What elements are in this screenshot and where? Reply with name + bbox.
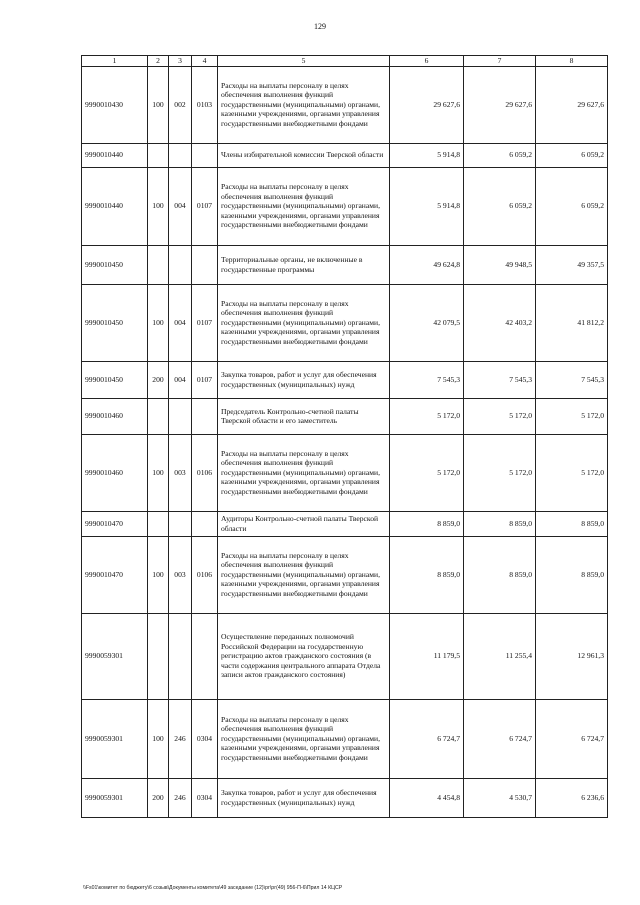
- code-cell: 9990010460: [82, 434, 148, 511]
- value-cell-2: 5 172,0: [464, 398, 536, 434]
- code-cell: 9990059301: [82, 699, 148, 778]
- vr-cell: 200: [148, 361, 169, 398]
- column-header-1: 1: [82, 56, 148, 67]
- gr-cell: 246: [169, 778, 192, 817]
- vr-cell: 100: [148, 167, 169, 245]
- value-cell-1: 7 545,3: [390, 361, 464, 398]
- value-cell-2: 49 948,5: [464, 245, 536, 284]
- value-cell-2: 4 530,7: [464, 778, 536, 817]
- gr-cell: [169, 245, 192, 284]
- code-cell: 9990010450: [82, 245, 148, 284]
- rz-cell: 0304: [192, 778, 218, 817]
- rz-cell: 0107: [192, 167, 218, 245]
- rz-cell: 0304: [192, 699, 218, 778]
- value-cell-2: 7 545,3: [464, 361, 536, 398]
- name-cell: Расходы на выплаты персоналу в целях обеспечения выполнения функций государственными (муниципальными) органами, казенными учреждениями, органами управления государственными внебюджетными фондами: [218, 536, 390, 613]
- gr-cell: 004: [169, 284, 192, 361]
- value-cell-1: 5 914,8: [390, 143, 464, 167]
- value-cell-3: 5 172,0: [536, 434, 608, 511]
- code-cell: 9990010440: [82, 167, 148, 245]
- column-header-8: 8: [536, 56, 608, 67]
- value-cell-2: 6 059,2: [464, 167, 536, 245]
- value-cell-3: 6 236,6: [536, 778, 608, 817]
- code-cell: 9990010460: [82, 398, 148, 434]
- column-header-4: 4: [192, 56, 218, 67]
- budget-table: [81, 55, 608, 818]
- value-cell-1: 5 172,0: [390, 434, 464, 511]
- value-cell-3: 29 627,6: [536, 66, 608, 143]
- gr-cell: [169, 511, 192, 536]
- column-header-3: 3: [169, 56, 192, 67]
- code-cell: 9990010470: [82, 511, 148, 536]
- table-row: [82, 398, 608, 434]
- vr-cell: 100: [148, 434, 169, 511]
- value-cell-2: 8 859,0: [464, 511, 536, 536]
- code-cell: 9990059301: [82, 778, 148, 817]
- code-cell: 9990010450: [82, 361, 148, 398]
- name-cell: Расходы на выплаты персоналу в целях обеспечения выполнения функций государственными (муниципальными) органами, казенными учреждениями, органами управления государственными внебюджетными фондами: [218, 284, 390, 361]
- value-cell-1: 8 859,0: [390, 536, 464, 613]
- value-cell-2: 8 859,0: [464, 536, 536, 613]
- gr-cell: 246: [169, 699, 192, 778]
- name-cell: Расходы на выплаты персоналу в целях обеспечения выполнения функций государственными (муниципальными) органами, казенными учреждениями, органами управления государственными внебюджетными фондами: [218, 699, 390, 778]
- name-cell: Осуществление переданных полномочий Российской Федерации на государственную регистрацию актов гражданского состояния (в части содержания центрального аппарата Отдела записи актов гражданского состояния): [218, 613, 390, 699]
- value-cell-3: 8 859,0: [536, 511, 608, 536]
- rz-cell: 0103: [192, 66, 218, 143]
- value-cell-1: 4 454,8: [390, 778, 464, 817]
- gr-cell: [169, 143, 192, 167]
- vr-cell: [148, 245, 169, 284]
- value-cell-2: 29 627,6: [464, 66, 536, 143]
- rz-cell: [192, 398, 218, 434]
- value-cell-1: 29 627,6: [390, 66, 464, 143]
- vr-cell: 100: [148, 536, 169, 613]
- value-cell-1: 5 172,0: [390, 398, 464, 434]
- value-cell-1: 11 179,5: [390, 613, 464, 699]
- value-cell-2: 42 403,2: [464, 284, 536, 361]
- name-cell: Расходы на выплаты персоналу в целях обеспечения выполнения функций государственными (муниципальными) органами, казенными учреждениями, органами управления государственными внебюджетными фондами: [218, 167, 390, 245]
- name-cell: Территориальные органы, не включенные в государственные программы: [218, 245, 390, 284]
- header-row: [82, 56, 608, 67]
- name-cell: Члены избирательной комиссии Тверской области: [218, 143, 390, 167]
- value-cell-3: 6 059,2: [536, 143, 608, 167]
- value-cell-3: 7 545,3: [536, 361, 608, 398]
- table-row: [82, 245, 608, 284]
- gr-cell: 002: [169, 66, 192, 143]
- rz-cell: [192, 511, 218, 536]
- table-row: [82, 66, 608, 143]
- value-cell-2: 5 172,0: [464, 434, 536, 511]
- vr-cell: 200: [148, 778, 169, 817]
- value-cell-3: 41 812,2: [536, 284, 608, 361]
- name-cell: Расходы на выплаты персоналу в целях обеспечения выполнения функций государственными (муниципальными) органами, казенными учреждениями, органами управления государственными внебюджетными фондами: [218, 434, 390, 511]
- code-cell: 9990010430: [82, 66, 148, 143]
- table-row: [82, 778, 608, 817]
- value-cell-3: 6 724,7: [536, 699, 608, 778]
- value-cell-2: 6 724,7: [464, 699, 536, 778]
- value-cell-2: 6 059,2: [464, 143, 536, 167]
- gr-cell: 003: [169, 536, 192, 613]
- vr-cell: [148, 143, 169, 167]
- vr-cell: [148, 398, 169, 434]
- gr-cell: 003: [169, 434, 192, 511]
- code-cell: 9990010450: [82, 284, 148, 361]
- gr-cell: [169, 613, 192, 699]
- value-cell-3: 12 961,3: [536, 613, 608, 699]
- table-row: [82, 284, 608, 361]
- vr-cell: 100: [148, 699, 169, 778]
- table-row: [82, 361, 608, 398]
- table-row: [82, 511, 608, 536]
- value-cell-3: 5 172,0: [536, 398, 608, 434]
- gr-cell: 004: [169, 361, 192, 398]
- value-cell-3: 8 859,0: [536, 536, 608, 613]
- value-cell-1: 42 079,5: [390, 284, 464, 361]
- value-cell-3: 49 357,5: [536, 245, 608, 284]
- gr-cell: [169, 398, 192, 434]
- value-cell-3: 6 059,2: [536, 167, 608, 245]
- name-cell: Аудиторы Контрольно-счетной палаты Тверской области: [218, 511, 390, 536]
- name-cell: Расходы на выплаты персоналу в целях обеспечения выполнения функций государственными (муниципальными) органами, казенными учреждениями, органами управления государственными внебюджетными фондами: [218, 66, 390, 143]
- name-cell: Председатель Контрольно-счетной палаты Тверской области и его заместитель: [218, 398, 390, 434]
- column-header-2: 2: [148, 56, 169, 67]
- table-row: [82, 143, 608, 167]
- value-cell-1: 6 724,7: [390, 699, 464, 778]
- rz-cell: 0107: [192, 361, 218, 398]
- column-header-6: 6: [390, 56, 464, 67]
- rz-cell: [192, 245, 218, 284]
- page-number: 129: [314, 22, 326, 31]
- table-row: [82, 434, 608, 511]
- column-header-7: 7: [464, 56, 536, 67]
- rz-cell: [192, 143, 218, 167]
- code-cell: 9990010470: [82, 536, 148, 613]
- rz-cell: [192, 613, 218, 699]
- value-cell-1: 5 914,8: [390, 167, 464, 245]
- value-cell-1: 49 624,8: [390, 245, 464, 284]
- vr-cell: 100: [148, 66, 169, 143]
- rz-cell: 0106: [192, 536, 218, 613]
- name-cell: Закупка товаров, работ и услуг для обеспечения государственных (муниципальных) нужд: [218, 778, 390, 817]
- table-row: [82, 536, 608, 613]
- name-cell: Закупка товаров, работ и услуг для обеспечения государственных (муниципальных) нужд: [218, 361, 390, 398]
- file-path-footer: \\Fs01\комитет по бюджету\6 созыв\Документы комитета\49 заседание (12)\рг\рг(49) 956-П-6\Прил 14 КЦСР: [83, 885, 343, 891]
- value-cell-1: 8 859,0: [390, 511, 464, 536]
- table-row: [82, 613, 608, 699]
- code-cell: 9990059301: [82, 613, 148, 699]
- vr-cell: [148, 613, 169, 699]
- rz-cell: 0107: [192, 284, 218, 361]
- gr-cell: 004: [169, 167, 192, 245]
- column-header-5: 5: [218, 56, 390, 67]
- vr-cell: 100: [148, 284, 169, 361]
- table-row: [82, 699, 608, 778]
- rz-cell: 0106: [192, 434, 218, 511]
- value-cell-2: 11 255,4: [464, 613, 536, 699]
- code-cell: 9990010440: [82, 143, 148, 167]
- vr-cell: [148, 511, 169, 536]
- table-row: [82, 167, 608, 245]
